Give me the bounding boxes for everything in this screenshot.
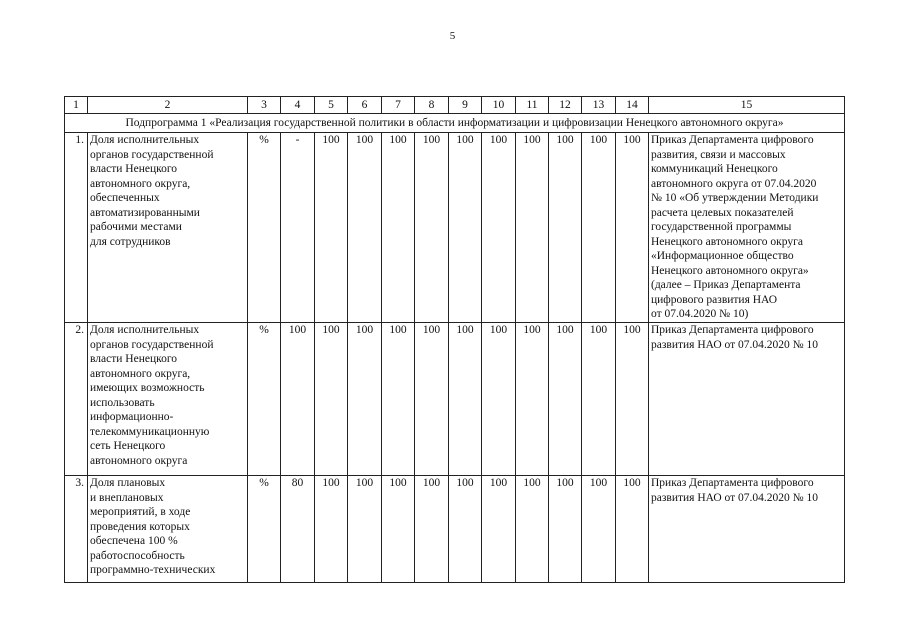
value-cell: 100 [582, 133, 616, 323]
value-cell: 100 [281, 323, 315, 476]
value-cell: 100 [516, 476, 549, 583]
value-cell: 100 [315, 476, 348, 583]
column-header: 4 [281, 97, 315, 114]
subprogram-row [65, 114, 845, 133]
value-cell: 100 [549, 323, 582, 476]
row-number: 1. [65, 133, 88, 323]
value-cell: 100 [348, 133, 382, 323]
value-cell: 100 [449, 133, 482, 323]
table-row [65, 476, 845, 583]
column-header: 15 [649, 97, 845, 114]
column-header: 2 [88, 97, 248, 114]
value-cell: 100 [382, 323, 415, 476]
value-cell: 100 [415, 133, 449, 323]
unit-cell: % [248, 323, 281, 476]
column-header: 1 [65, 97, 88, 114]
value-cell: 100 [482, 323, 516, 476]
value-cell: 100 [582, 476, 616, 583]
source-document: Приказ Департамента цифрового развития, связи и массовых коммуникаций Ненецкого автономного округа от 07.04.2020 № 10 «Об утверждении Методики расчета целевых показателей государственной программы Ненецкого автономного округа «Информационное общество Ненецкого автономного округа» (далее – Приказ Департамента цифрового развития НАО от 07.04.2020 № 10) [649, 133, 845, 323]
value-cell: 100 [315, 323, 348, 476]
column-header: 5 [315, 97, 348, 114]
table-row [65, 323, 845, 476]
column-header: 14 [616, 97, 649, 114]
row-number: 3. [65, 476, 88, 583]
column-header: 8 [415, 97, 449, 114]
value-cell: 100 [616, 133, 649, 323]
column-header: 6 [348, 97, 382, 114]
value-cell: - [281, 133, 315, 323]
value-cell: 100 [516, 323, 549, 476]
source-document: Приказ Департамента цифрового развития НАО от 07.04.2020 № 10 [649, 476, 845, 583]
indicator-name: Доля исполнительных органов государственной власти Ненецкого автономного округа, обеспеченных автоматизированными рабочими местами для сотрудников [88, 133, 248, 323]
value-cell: 100 [315, 133, 348, 323]
row-number: 2. [65, 323, 88, 476]
value-cell: 100 [549, 133, 582, 323]
value-cell: 80 [281, 476, 315, 583]
subprogram-title: Подпрограмма 1 «Реализация государственной политики в области информатизации и цифровизации Ненецкого автономного округа» [65, 114, 845, 133]
column-header: 11 [516, 97, 549, 114]
value-cell: 100 [616, 476, 649, 583]
value-cell: 100 [482, 476, 516, 583]
value-cell: 100 [348, 476, 382, 583]
column-header: 13 [582, 97, 616, 114]
column-header: 3 [248, 97, 281, 114]
column-number-row [65, 97, 845, 114]
indicator-name: Доля плановых и внеплановых мероприятий, в ходе проведения которых обеспечена 100 % работоспособность программно-технических [88, 476, 248, 583]
value-cell: 100 [549, 476, 582, 583]
indicators-table [64, 96, 845, 583]
value-cell: 100 [582, 323, 616, 476]
indicator-name: Доля исполнительных органов государственной власти Ненецкого автономного округа, имеющих возможность использовать информационно- телекоммуникационную сеть Ненецкого автономного округа [88, 323, 248, 476]
column-header: 10 [482, 97, 516, 114]
value-cell: 100 [415, 323, 449, 476]
column-header: 9 [449, 97, 482, 114]
column-header: 12 [549, 97, 582, 114]
column-header: 7 [382, 97, 415, 114]
value-cell: 100 [616, 323, 649, 476]
value-cell: 100 [449, 476, 482, 583]
value-cell: 100 [382, 133, 415, 323]
value-cell: 100 [415, 476, 449, 583]
unit-cell: % [248, 133, 281, 323]
value-cell: 100 [449, 323, 482, 476]
page-number: 5 [449, 30, 456, 42]
unit-cell: % [248, 476, 281, 583]
value-cell: 100 [516, 133, 549, 323]
source-document: Приказ Департамента цифрового развития НАО от 07.04.2020 № 10 [649, 323, 845, 476]
table-row [65, 133, 845, 323]
value-cell: 100 [482, 133, 516, 323]
value-cell: 100 [348, 323, 382, 476]
value-cell: 100 [382, 476, 415, 583]
